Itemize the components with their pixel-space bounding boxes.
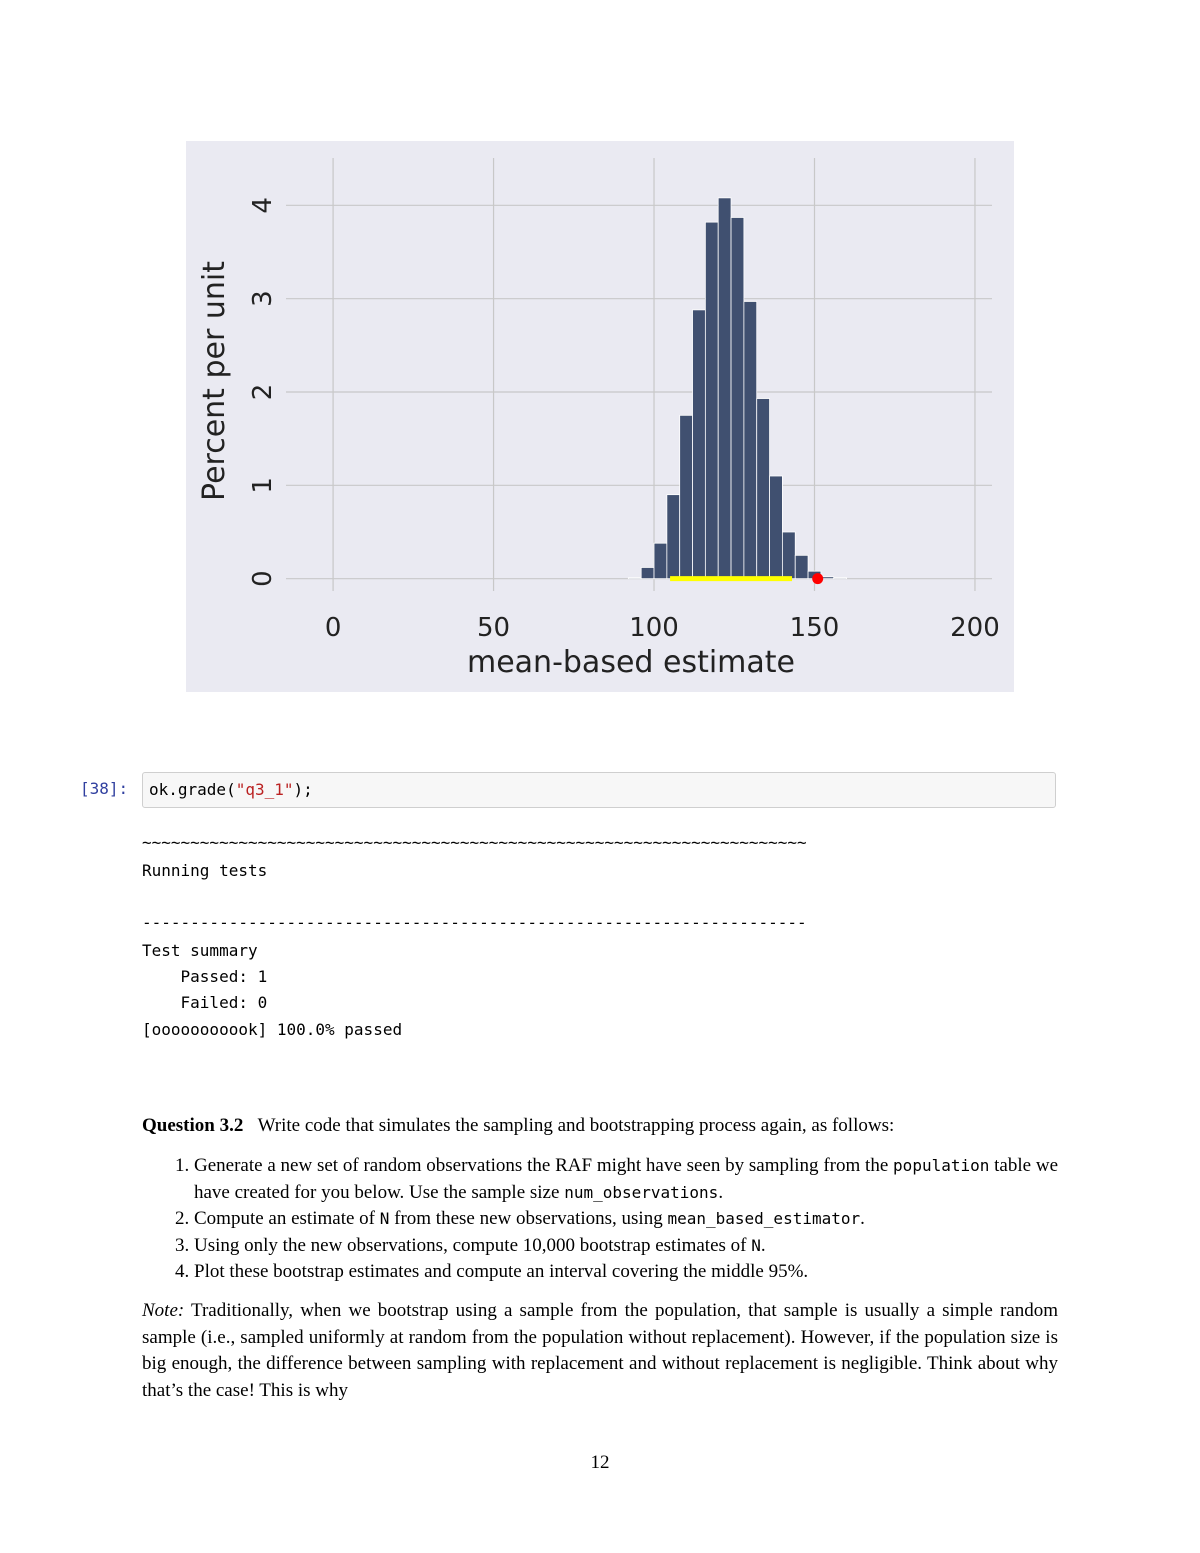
output-dash-line: ---------------------------------------------------------------------: [142, 913, 807, 932]
histogram-bar: [705, 222, 718, 579]
histogram-bar: [795, 555, 808, 578]
question-intro: Write code that simulates the sampling and bootstrapping process again, as follows:: [257, 1115, 895, 1136]
cell-prompt: [38]:: [80, 779, 129, 798]
histogram-chart: [186, 141, 1014, 692]
histogram-bar: [667, 495, 680, 579]
histogram-svg: [186, 141, 1014, 692]
histogram-bar: [770, 476, 783, 579]
x-axis-label: mean-based estimate: [466, 645, 796, 680]
code-string: "q3_1": [235, 780, 294, 799]
code-cell-input[interactable]: [142, 772, 1056, 808]
x-tick-label: 100: [629, 613, 679, 643]
list-item: 1. Generate a new set of random observations the RAF might have seen by sampling from the population table we have created for you below. Use the sample size num_observations.: [194, 1153, 1058, 1206]
y-tick-label: 1: [248, 477, 278, 494]
code-prefix: ok.grade(: [149, 780, 236, 799]
question-heading: [142, 1113, 1058, 1139]
y-tick-label: 4: [248, 197, 278, 214]
histogram-bar: [693, 310, 706, 579]
list-item: 2. Compute an estimate of N from these new observations, using mean_based_estimator.: [194, 1206, 1058, 1233]
output-running-tests: Running tests: [142, 861, 268, 880]
page-number: 12: [590, 1452, 610, 1473]
question-label: Question 3.2: [142, 1115, 244, 1136]
y-tick-label: 2: [248, 383, 278, 401]
output-tilde-line: ~~~~~~~~~~~~~~~~~~~~~~~~~~~~~~~~~~~~~~~~~~~~~~~~~~~~~~~~~~~~~~~~~~~~~: [142, 833, 807, 852]
note-text: Traditionally, when we bootstrap using a sample from the population, that sample is usually a simple random sample (i.e., sampled uniformly at random from the population without replacement). However, if the population size is big enough, the difference between sampling with replacement and without replacement is negligible. Think about why that’s the case! This is why: [142, 1300, 1058, 1401]
list-item: 4. Plot these bootstrap estimates and compute an interval covering the middle 95%.: [194, 1259, 1058, 1286]
histogram-bar: [641, 567, 654, 578]
steps-list: [142, 1153, 1058, 1286]
output-test-summary: Test summary: [142, 941, 258, 960]
histogram-bar: [654, 543, 667, 578]
list-item: 3. Using only the new observations, compute 10,000 bootstrap estimates of N.: [194, 1233, 1058, 1260]
histogram-bar: [834, 578, 847, 579]
y-tick-label: 0: [248, 570, 278, 587]
x-tick-label: 50: [477, 613, 511, 643]
x-tick-label: 200: [950, 613, 1000, 643]
output-result: [ooooooooook] 100.0% passed: [142, 1020, 403, 1039]
histogram-bar: [718, 198, 731, 579]
histogram-bar: [680, 415, 693, 578]
histogram-bar: [731, 217, 744, 578]
histogram-bar: [782, 532, 795, 579]
histogram-bar: [628, 578, 641, 579]
output-failed: Failed: 0: [142, 993, 268, 1012]
histogram-bar: [744, 301, 757, 578]
x-tick-label: 0: [324, 613, 342, 643]
note-label: Note:: [142, 1300, 185, 1321]
output-passed: Passed: 1: [142, 967, 268, 986]
code-suffix: );: [293, 780, 313, 799]
y-axis-label: Percent per unit: [197, 261, 232, 501]
note-paragraph: [142, 1298, 1058, 1404]
histogram-bar: [757, 399, 770, 579]
estimate-point: [812, 573, 823, 584]
x-tick-label: 150: [789, 613, 840, 643]
y-tick-label: 3: [248, 290, 278, 307]
